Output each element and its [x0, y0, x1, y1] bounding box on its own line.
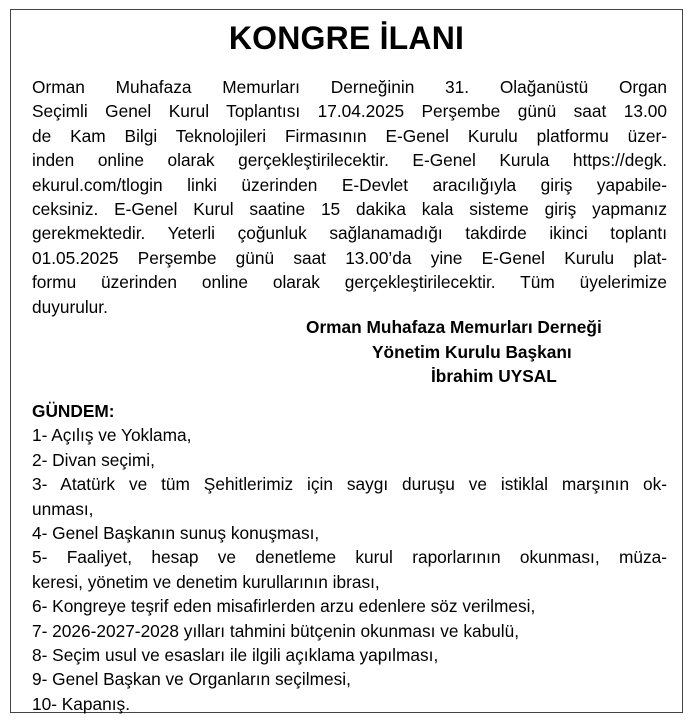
agenda-section [32, 399, 667, 716]
paragraph-line: de Kam Bilgi Teknolojileri Firmasının E-Genel Kurulu platformu üzer- [32, 125, 667, 146]
paragraph-line: gerekmektedir. Yeterli çoğunluk sağlanamadığı takdirde ikinci toplantı [32, 223, 667, 244]
paragraph-line: ceksiniz. E-Genel Kurul saatine 15 dakika kala sisteme giriş yapmanız [32, 199, 667, 220]
paragraph-line: ekurul.com/tlogin linki üzerinden E-Devlet aracılığıyla giriş yapabile- [32, 174, 667, 195]
notice-title: KONGRE İLANI [228, 20, 465, 56]
agenda-item: 4- Genel Başkanın sunuş konuşması, [32, 523, 320, 544]
paragraph-line: Seçimli Genel Kurul Toplantısı 17.04.2025 Perşembe günü saat 13.00 [32, 101, 667, 122]
agenda-item: 3- Atatürk ve tüm Şehitlerimiz için saygı duruşu ve istiklal marşının ok- [32, 474, 667, 495]
agenda-item: 7- 2026-2027-2028 yılları tahmini bütçenin okunması ve kabulü, [32, 620, 520, 641]
agenda-item: 1- Açılış ve Yoklama, [32, 425, 192, 446]
agenda-item: keresi, yönetim ve denetim kurullarının ibrası, [32, 571, 380, 592]
agenda-item: 8- Seçim usul ve esasları ile ilgili açıklama yapılması, [32, 645, 439, 666]
paragraph-line: Orman Muhafaza Memurları Derneğinin 31. Olağanüstü Organ [32, 77, 667, 97]
notice-frame [10, 9, 683, 713]
agenda-item: 6- Kongreye teşrif eden misafirlerden arzu edenlere söz verilmesi, [32, 596, 536, 617]
agenda-item: 10- Kapanış. [32, 693, 130, 714]
paragraph-line: 01.05.2025 Perşembe günü saat 13.00’da yine E-Genel Kurulu plat- [32, 247, 667, 268]
paragraph-line: formu üzerinden online olarak gerçekleştirilecektir. Tüm üyelerimize [32, 272, 667, 293]
announcement-paragraph [32, 75, 667, 319]
agenda-heading: GÜNDEM: [32, 401, 115, 421]
agenda-item: 9- Genel Başkan ve Organların seçilmesi, [32, 669, 351, 690]
agenda-item: 5- Faaliyet, hesap ve denetleme kurul raporlarının okunması, müza- [32, 547, 667, 568]
signature-name: İbrahim UYSAL [431, 366, 557, 386]
signature-role: Yönetim Kurulu Başkanı [372, 342, 572, 362]
paragraph-line: duyurulur. [32, 296, 108, 317]
agenda-item: 2- Divan seçimi, [32, 449, 155, 470]
agenda-item: unması, [32, 498, 94, 519]
paragraph-line: inden online olarak gerçekleştirilecektir. E-Genel Kurula https://degk. [32, 150, 667, 171]
signature-organization: Orman Muhafaza Memurları Derneği [306, 317, 602, 337]
